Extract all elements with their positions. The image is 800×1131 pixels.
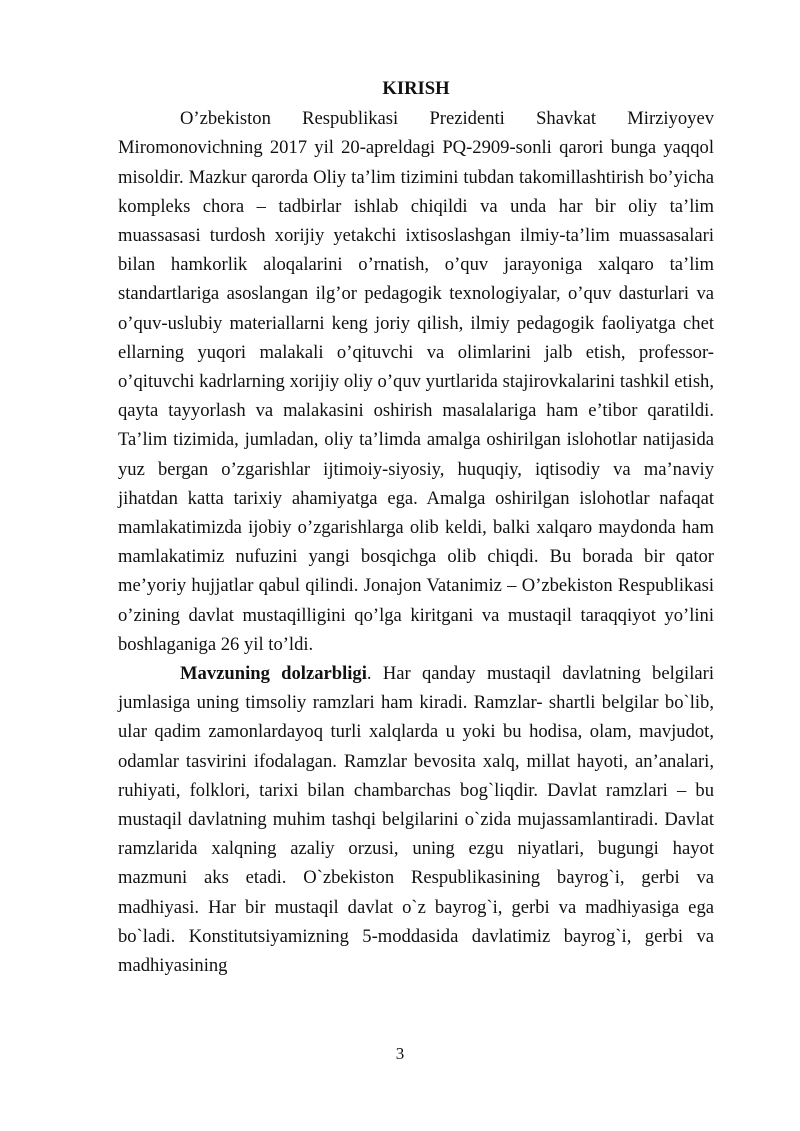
- section-title: KIRISH: [382, 78, 450, 99]
- paragraph-relevance: [118, 659, 714, 980]
- relevance-text: . Har qanday mustaqil davlatning belgilari jumlasiga uning timsoliy ramzlari ham kiradi. Ramzlar- shartli belgilar bo`lib, ular qadim zamonlardayoq turli xalqlarda u yoki bu hodisa, olam, mavjudot, odamlar tasvirini ifodalagan. Ramzlar bevosita xalq, millat hayoti, an’analari, ruhiyati, folklori, tarixi bilan chambarchas bog`liqdir. Davlat ramzlari – bu mustaqil davlatning muhim tashqi belgilarini o`zida mujassamlantiradi. Davlat ramzlarida xalqning azaliy orzusi, uning ezgu niyatlari, bugungi hayot mazmuni aks etadi. O`zbekiston Respublikasining bayrog`i, gerbi va madhiyasi. Har bir mustaqil davlat o`z bayrog`i, gerbi va madhiyasiga ega bo`ladi. Konstitutsiyamizning 5-moddasida davlatimiz bayrog`i, gerbi va madhiyasining: [118, 663, 714, 977]
- paragraph-introduction: O’zbekiston Respublikasi Prezidenti Shavkat Mirziyoyev Miromonovichning 2017 yil 20-apreldagi PQ-2909-sonli qarori bunga yaqqol misoldir. Mazkur qarorda Oliy ta’lim tizimini tubdan takomillashtirish bo’yicha kompleks chora – tadbirlar ishlab chiqildi va unda har bir oliy ta’lim muassasasi turdosh xorijiy yetakchi ixtisoslashgan ilmiy-ta’lim muassasalari bilan hamkorlik aloqalarini o’rnatish, o’quv jarayoniga xalqaro ta’lim standartlariga asoslangan ilg’or pedagogik texnologiyalar, o’quv dasturlari va o’quv-uslubiy materiallarni keng joriy qilish, ilmiy pedagogik faoliyatga chet ellarning yuqori malakali o’qituvchi va olimlarini jalb etish, professor-o’qituvchi kadrlarning xorijiy oliy o’quv yurtlarida stajirovkalarini tashkil etish, qayta tayyorlash va malakasini oshirish masalalariga ham e’tibor qaratildi. Ta’lim tizimida, jumladan, oliy ta’limda amalga oshirilgan islohotlar natijasida yuz bergan o’zgarishlar ijtimoiy-siyosiy, huquqiy, iqtisodiy va ma’naviy jihatdan katta tarixiy ahamiyatga ega. Amalga oshirilgan islohotlar nafaqat mamlakatimizda ijobiy o’zgarishlarga olib keldi, balki xalqaro maydonda ham mamlakatimiz nufuzini yangi bosqichga olib chiqdi. Bu borada bir qator me’yoriy hujjatlar qabul qilindi. Jonajon Vatanimiz – O’zbekiston Respublikasi o’zining davlat mustaqilligini qo’lga kiritgani va mustaqil taraqqiyot yo’lini boshlaganiga 26 yil to’ldi.: [118, 108, 714, 655]
- relevance-heading: Mavzuning dolzarbligi: [180, 663, 367, 685]
- page-number: 3: [395, 1044, 405, 1063]
- document-page: [118, 74, 714, 980]
